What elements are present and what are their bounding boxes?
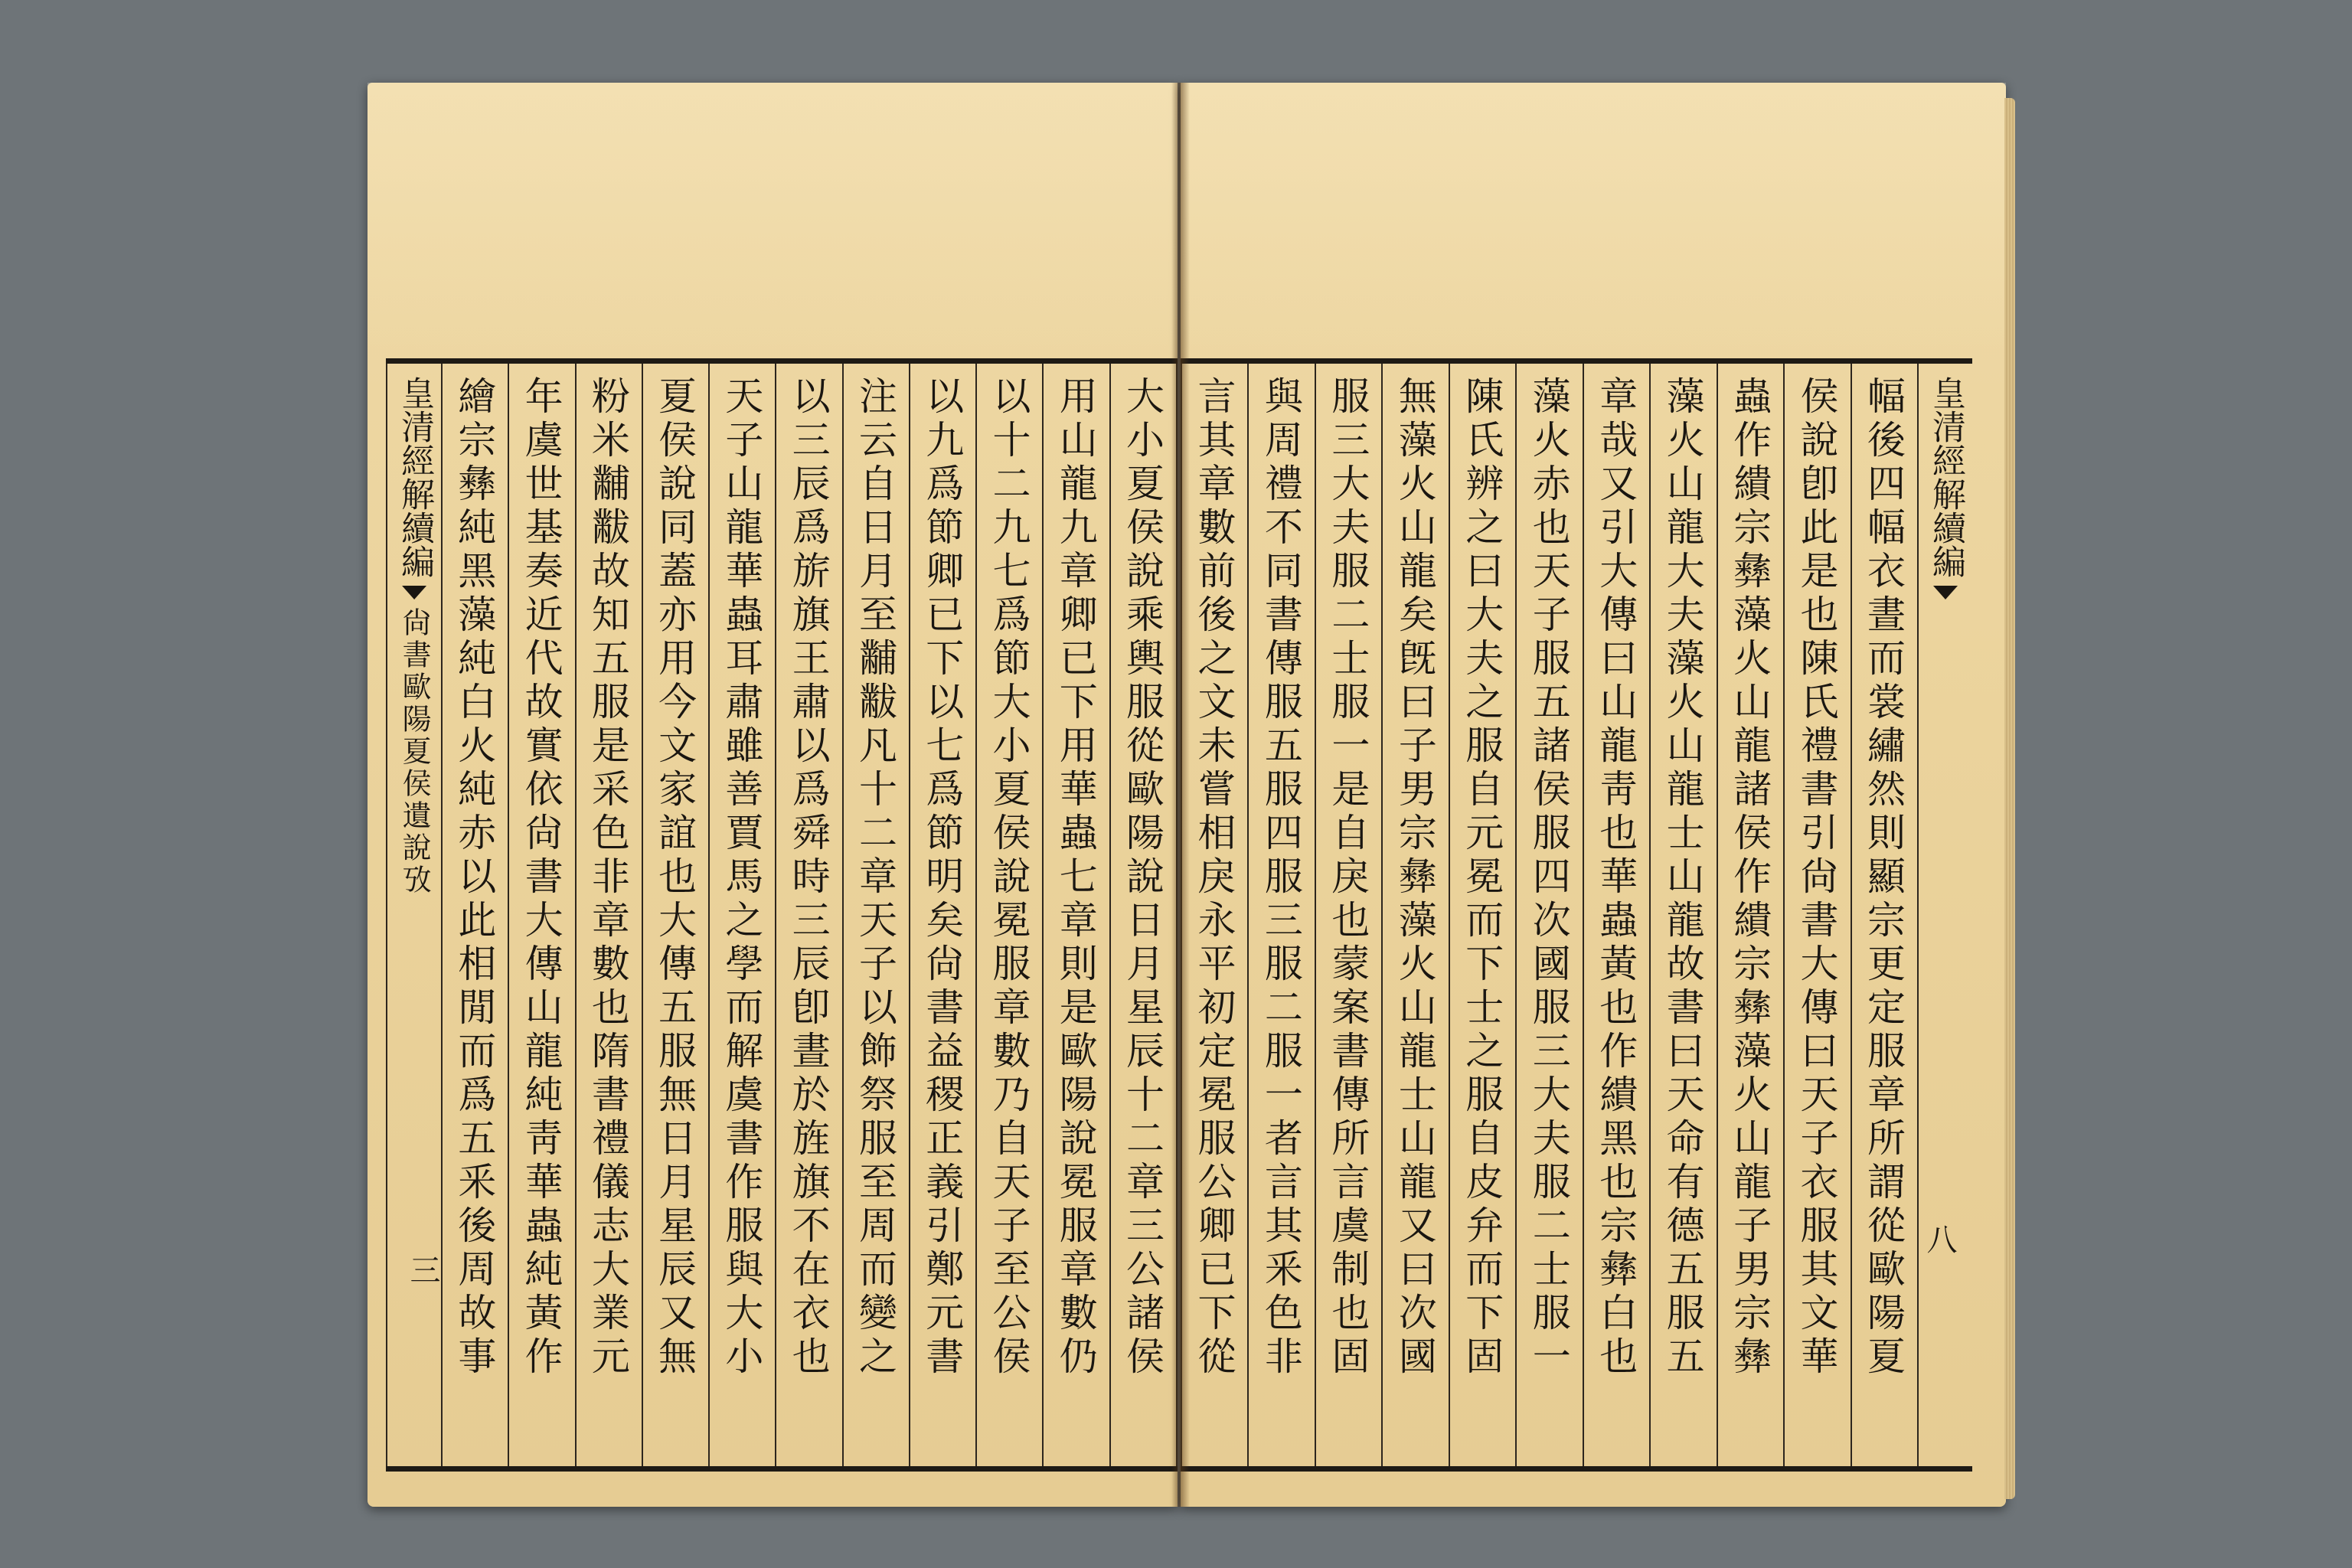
text-column: 繪宗彝純黑藻純白火純赤以此相閒而爲五釆後周故事 xyxy=(441,364,508,1466)
text-column: 藻火赤也天子服五諸侯服四次國服三大夫服二士服一 xyxy=(1515,364,1582,1466)
text-column: 言其章數前後之文未嘗相戾永平初定冕服公卿已下從 xyxy=(1181,364,1247,1466)
left-banxin xyxy=(386,364,441,1466)
right-page xyxy=(1181,83,2006,1507)
right-text-frame xyxy=(1181,358,1972,1472)
upper-margin xyxy=(368,83,1178,358)
text-column: 章哉又引大傳曰山龍靑也華蟲黃也作繢黑也宗彝白也 xyxy=(1583,364,1649,1466)
text-column: 以十二九七爲節大小夏侯說冕服章數乃自天子至公侯 xyxy=(975,364,1042,1466)
text-column: 幅後四幅衣晝而裳繡然則顯宗更定服章所謂從歐陽夏 xyxy=(1851,364,1917,1466)
text-column: 以三辰爲旂旗王肅以爲舜時三辰卽晝於旌旗不在衣也 xyxy=(775,364,841,1466)
text-column: 侯說卽此是也陳氏禮書引尙書大傳曰天子衣服其文華 xyxy=(1783,364,1850,1466)
text-column: 無藻火山龍矣旣曰子男宗彝藻火山龍士山龍又曰次國 xyxy=(1381,364,1448,1466)
text-column: 大小夏侯說乘輿服從歐陽說日月星辰十二章三公諸侯 xyxy=(1109,364,1178,1466)
left-page xyxy=(368,83,1178,1507)
text-column: 年虞世基奏近代故實依尙書大傳山龍純靑華蟲純黃作 xyxy=(508,364,574,1466)
upper-margin xyxy=(1181,83,2006,358)
fish-tail-mark xyxy=(1933,586,1958,599)
left-leaf-number: 三 xyxy=(405,1254,440,1285)
left-text-frame xyxy=(386,358,1178,1472)
right-banxin xyxy=(1917,364,1972,1466)
text-column: 蟲作繢宗彝藻火山龍諸侯作繢宗彝藻火山龍子男宗彝 xyxy=(1717,364,1783,1466)
banxin-subtitle: 尙書歐陽夏侯遺說攷 xyxy=(397,607,432,897)
text-column: 注云自日月至黼黻凡十二章天子以飾祭服至周而變之 xyxy=(842,364,909,1466)
text-column: 以九爲節卿已下以七爲節明矣尙書益稷正義引鄭元書 xyxy=(909,364,975,1466)
text-column: 粉米黼黻故知五服是采色非章數也隋書禮儀志大業元 xyxy=(575,364,642,1466)
text-column: 陳氏辨之曰大夫之服自元冕而下士之服自皮弁而下固 xyxy=(1449,364,1515,1466)
text-column: 天子山龍華蟲耳肅雖善賈馬之學而解虞書作服與大小 xyxy=(708,364,775,1466)
text-column: 服三大夫服二士服一是自戾也蒙案書傳所言虞制也固 xyxy=(1315,364,1381,1466)
fish-tail-mark xyxy=(402,586,426,599)
text-column: 用山龍九章卿已下用華蟲七章則是歐陽說冕服章數仍 xyxy=(1042,364,1109,1466)
banxin-title: 皇清經解續編 xyxy=(395,376,435,578)
open-book xyxy=(368,83,2006,1507)
right-leaf-number: 八 xyxy=(1922,1223,1957,1254)
page-edge-stack xyxy=(2004,98,2015,1499)
banxin-title: 皇清經解續編 xyxy=(1926,376,1965,578)
text-column: 藻火山龍大夫藻火山龍士山龍故書曰天命有德五服五 xyxy=(1649,364,1716,1466)
text-column: 夏侯說同蓋亦用今文家誼也大傳五服無日月星辰又無 xyxy=(642,364,708,1466)
book-gutter xyxy=(1171,83,1190,1507)
text-column: 與周禮不同書傳服五服四服三服二服一者言其釆色非 xyxy=(1247,364,1314,1466)
